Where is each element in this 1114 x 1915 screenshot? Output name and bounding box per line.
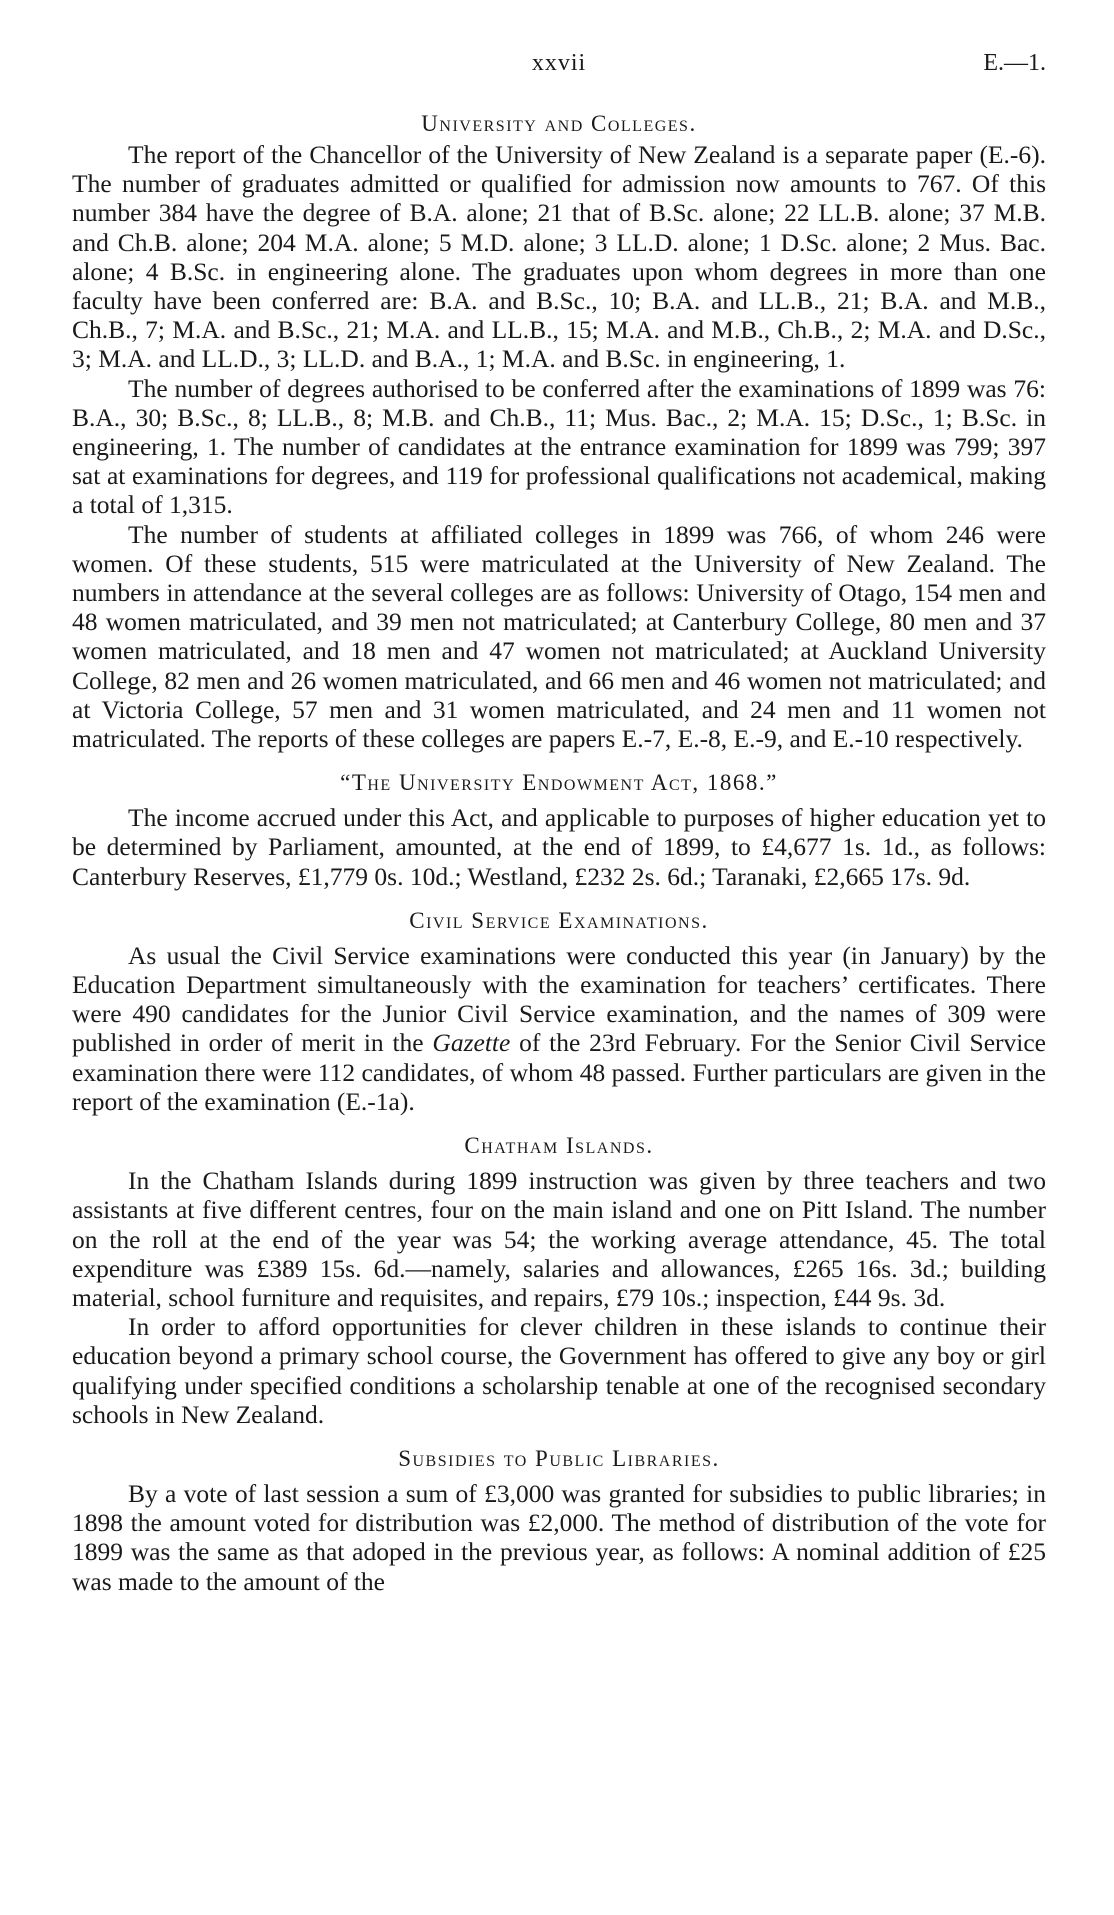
section-heading-chatham-islands: Chatham Islands.: [464, 1133, 654, 1159]
paragraph: In the Chatham Islands during 1899 instruction was given by three teachers and two assistants at five different centres, four on the main island and one on Pitt Island. The number on the roll at the end of the year was 54; the working average attendance, 45. The total expenditure was £389 15s. 6d.—namely, salaries and allowances, £265 16s. 3d.; building material, school furniture and requisites, and repairs, £79 10s.; inspection, £44 9s. 3d.: [72, 1166, 1046, 1312]
text-run: of the 23rd February. For the Senior Civil Service examination there were 112 candidates, of whom 48 passed. Further particulars are given in the report of the examination (E.-1a).: [72, 1028, 1046, 1116]
section-heading-university: University and Colleges.: [421, 111, 697, 136]
gazette-title: Gazette: [432, 1028, 511, 1058]
section-heading-public-libraries: Subsidies to Public Libraries.: [398, 1445, 720, 1471]
paragraph: In order to afford opportunities for clever children in these islands to continue their education beyond a primary school course, the Government has offered to give any boy or girl qualifying under specified conditions a scholarship tenable at one of the recognised secondary schools in New Zealand.: [72, 1312, 1046, 1429]
section-heading-endowment-act: “The University Endowment Act, 1868.”: [340, 770, 778, 796]
paragraph: The report of the Chancellor of the University of New Zealand is a separate paper (E.-6). The number of graduates admitted or qualified for admission now amounts to 767. Of this number 384 have the degree of B.A. alone; 21 that of B.Sc. alone; 22 LL.B. alone; 37 M.B. and Ch.B. alone; 204 M.A. alone; 5 M.D. alone; 3 LL.D. alone; 1 D.Sc. alone; 2 Mus. Bac. alone; 4 B.Sc. in engineering alone. The graduates upon whom degrees in more than one faculty have been conferred are: B.A. and B.Sc., 10; B.A. and LL.B., 21; B.A. and M.B., Ch.B., 7; M.A. and B.Sc., 21; M.A. and LL.B., 15; M.A. and M.B., Ch.B., 2; M.A. and D.Sc., 3; M.A. and LL.D., 3; LL.D. and B.A., 1; M.A. and B.Sc. in engineering, 1.: [72, 140, 1046, 374]
paragraph: [72, 941, 1046, 1116]
page-number: xxvii: [531, 50, 587, 76]
section-heading-civil-service: Civil Service Examinations.: [409, 907, 709, 933]
running-head: [72, 0, 1046, 76]
paragraph: The income accrued under this Act, and applicable to purposes of higher education yet to be determined by Parliament, amounted, at the end of 1899, to £4,677 1s. 1d., as follows: Canterbury Reserves, £1,779 0s. 10d.; Westland, £232 2s. 6d.; Taranaki, £2,665 17s. 9d.: [72, 803, 1046, 891]
paragraph: The number of degrees authorised to be conferred after the examinations of 1899 was 76: B.A., 30; B.Sc., 8; LL.B., 8; M.B. and Ch.B., 11; Mus. Bac., 2; M.A. 15; D.Sc., 1; B.Sc. in engineering, 1. The number of candidates at the entrance examination for 1899 was 799; 397 sat at examinations for degrees, and 119 for professional qualifications not academical, making a total of 1,315.: [72, 373, 1046, 520]
paragraph: By a vote of last session a sum of £3,000 was granted for subsidies to public libraries; in 1898 the amount voted for distribution was £2,000. The method of distribution of the vote for 1899 was the same as that adoped in the previous year, as follows: A nominal addition of £25 was made to the amount of the: [72, 1478, 1046, 1596]
document-page: [72, 0, 1046, 1596]
text-run: As usual the Civil Service examinations were conducted this year (in January) by the Education Department simultaneously with the examination for teachers’ certificates. There were 490 candidates for the Junior Civil Service examination, and the names of 309 were published in order of merit in the: [72, 940, 1046, 1058]
paragraph: The number of students at affiliated colleges in 1899 was 766, of whom 246 were women. Of these students, 515 were matriculated at the University of New Zealand. The numbers in attendance at the several colleges are as follows: University of Otago, 154 men and 48 women matriculated, and 39 men not matriculated; at Canterbury College, 80 men and 37 women matriculated, and 18 men and 47 women not matriculated; at Auckland University College, 82 men and 26 women matriculated, and 66 men and 46 women not matriculated; and at Victoria College, 57 men and 31 women matriculated, and 24 men and 11 women not matriculated. The reports of these colleges are papers E.-7, E.-8, E.-9, and E.-10 respectively.: [72, 519, 1046, 754]
series-code: E.—1.: [983, 50, 1046, 76]
